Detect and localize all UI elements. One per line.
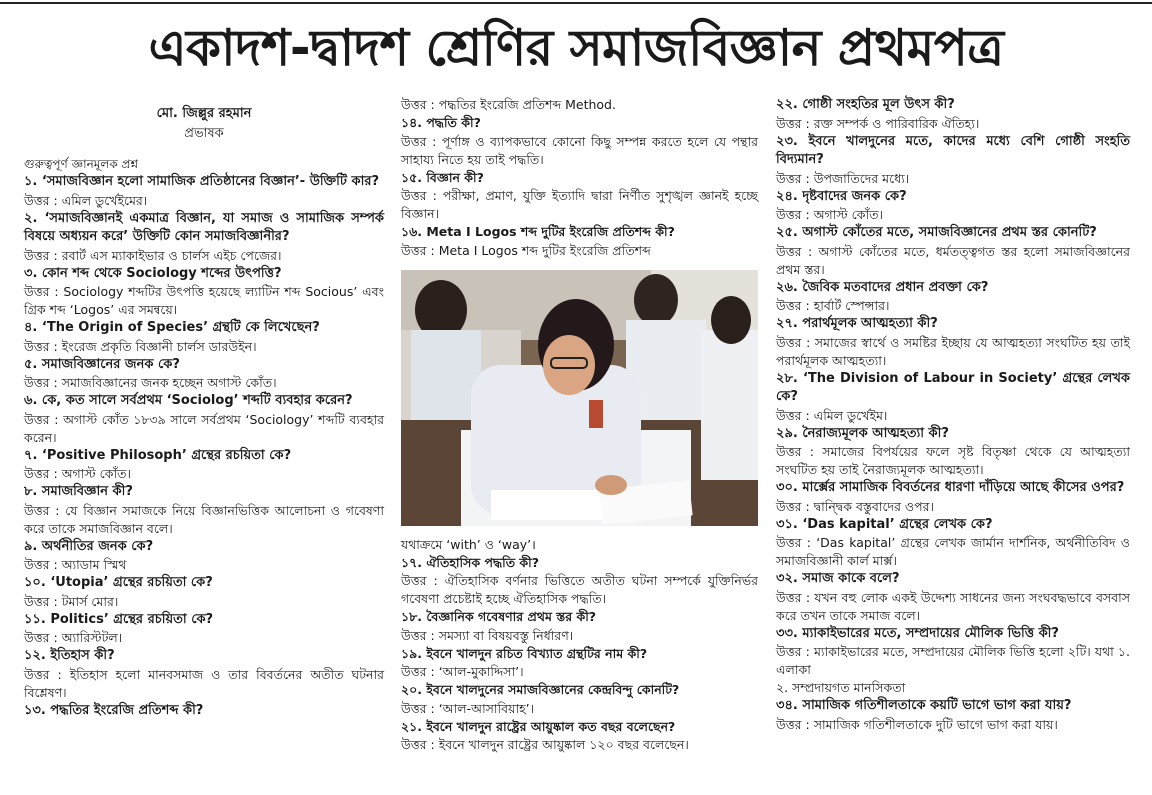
- answer-line: উত্তর : এমিল ডুর্খেইমের।: [24, 192, 148, 208]
- question-line: ১৩. পদ্ধতির ইংরেজি প্রতিশব্দ কী?: [24, 702, 204, 718]
- qa-list-col2-top: [401, 96, 758, 260]
- answer-line: উত্তর : ইবনে খালদুন রাষ্ট্রের আয়ুষ্কাল ১২০ বছর বলেছেন।: [401, 737, 689, 752]
- answer-line: উত্তর : অগাস্ট কোঁত।: [776, 207, 883, 222]
- answer-line: উত্তর : টমার্স মোর।: [24, 593, 119, 609]
- question-line: ২৮. ‘The Division of Labour in Society’ গ্রন্থের লেখক কে?: [776, 370, 1130, 404]
- question-line: ২৩. ইবনে খালদুনের মতে, কাদের মধ্যে বেশি গোষ্ঠী সংহতি বিদ্যমান?: [776, 133, 1130, 167]
- question-line: ১৪. পদ্ধতি কী?: [401, 115, 481, 130]
- answer-line: উত্তর : অগাস্ট কোঁত ১৮৩৯ সালে সর্বপ্রথম ‘Sociology’ শব্দটি ব্যবহার করেন।: [24, 411, 384, 445]
- answer-line: উত্তর : অ্যাডাম স্মিথ: [24, 557, 127, 572]
- answer-line: উত্তর : সমাজের বিপর্যয়ের ফলে সৃষ্ট বিতৃষ্ণা থেকে যে আত্মহত্যা সংঘটিত হয় তাই নৈরাজ্যমূলক আত্মহত্যা।: [776, 444, 1130, 477]
- answer-line: উত্তর : ইংরেজ প্রকৃতি বিজ্ঞানী চার্লস ডারউইন।: [24, 338, 257, 354]
- question-line: ১১. Politics’ গ্রন্থের রচয়িতা কে?: [24, 611, 214, 627]
- question-line: ৩২. সমাজ কাকে বলে?: [776, 571, 900, 586]
- column-3: [776, 96, 1130, 734]
- qa-list-col2-bottom: [401, 536, 758, 755]
- question-line: ২৪. দৃষ্টবাদের জনক কে?: [776, 188, 907, 204]
- answer-line: উত্তর : অগাস্ট কোঁতের মতে, ধর্মতত্ত্বগত স্তর হলো সমাজবিজ্ঞানের প্রথম স্তর।: [776, 243, 1130, 277]
- answer-line: উত্তর : উপজাতিদের মধ্যে।: [776, 170, 910, 186]
- question-line: ১৮. বৈজ্ঞানিক গবেষণার প্রথম স্তর কী?: [401, 609, 597, 624]
- author-designation: প্রভাষক: [184, 126, 224, 141]
- answer-line: উত্তর : Meta I Logos শব্দ দুটির ইংরেজি প্রতিশব্দ: [401, 242, 651, 258]
- question-line: ১০. ‘Utopia’ গ্রন্থের রচয়িতা কে?: [24, 575, 213, 590]
- question-line: ২২. গোষ্ঠী সংহতির মূল উৎস কী?: [776, 97, 955, 112]
- answer-line: ২. সম্প্রদায়গত মানসিকতা: [776, 680, 906, 695]
- author-name: মো. জিল্লুর রহমান: [156, 106, 252, 121]
- question-line: ৭. ‘Positive Philosoph’ গ্রন্থের রচয়িতা কে?: [24, 447, 292, 463]
- answer-line: উত্তর : হার্বার্ট স্পেন্সার।: [776, 298, 890, 313]
- answer-line: উত্তর : রক্ত সম্পর্ক ও পারিবারিক ঐতিহ্য।: [776, 115, 980, 131]
- question-line: ১. ‘সমাজবিজ্ঞান হলো সামাজিক প্রতিষ্ঠানের বিজ্ঞান’- উক্তিটি কার?: [24, 174, 380, 189]
- answer-line: উত্তর : ‘আল-মুকাদ্দিসা’।: [401, 664, 524, 679]
- question-line: ১৭. ঐতিহাসিক পদ্ধতি কী?: [401, 554, 539, 570]
- question-line: ৩. কোন শব্দ থেকে Sociology শব্দের উৎপত্তি?: [24, 265, 282, 281]
- answer-line: উত্তর : অ্যারিস্টটল।: [24, 630, 123, 645]
- answer-line: উত্তর : ম্যাকাইভারের মতে, সম্প্রদায়ের মৌলিক ভিত্তি হলো ২টি। যথা ১. এলাকা: [776, 644, 1130, 677]
- question-line: ৩৪. সামাজিক গতিশীলতাকে কয়টি ভাগে ভাগ করা যায়?: [776, 698, 1072, 713]
- question-line: ১৫. বিজ্ঞান কী?: [401, 169, 484, 185]
- question-line: ১২. ইতিহাস কী?: [24, 648, 115, 663]
- question-line: ২১. ইবনে খালদুন রাষ্ট্রের আয়ুষ্কাল কত বছর বলেছেন?: [401, 718, 676, 734]
- answer-line: উত্তর : ‘Das kapital’ গ্রন্থের লেখক জার্মান দার্শনিক, অর্থনীতিবিদ ও সমাজবিজ্ঞানী কার্ল মার্ক্স।: [776, 535, 1130, 568]
- section-label: গুরুত্বপূর্ণ জ্ঞানমূলক প্রশ্ন: [24, 157, 139, 171]
- answer-line: উত্তর : Sociology শব্দটির উৎপত্তি হয়েছে ল্যাটিন শব্দ Socious’ এবং গ্রিক শব্দ ‘Logos’ এর সমন্বয়ে।: [24, 284, 384, 317]
- answer-line: উত্তর : অগাস্ট কোঁত।: [24, 466, 131, 481]
- answer-line: উত্তর : ‘আল-আসাবিয়াহ’।: [401, 700, 535, 716]
- answer-line: উত্তর : পূর্ণাঙ্গ ও ব্যাপকভাবে কোনো কিছু সম্পন্ন করতে হলে যে পন্থার সাহায্য নিতে হয় তাই পদ্ধতি।: [401, 133, 758, 167]
- question-line: ১৯. ইবনে খালদুন রচিত বিখ্যাত গ্রন্থটির নাম কী?: [401, 645, 648, 661]
- answer-line: উত্তর : সমস্যা বা বিষয়বস্তু নির্ধারণ।: [401, 627, 574, 643]
- question-line: ৩৩. ম্যাকাইভারের মতে, সম্প্রদায়ের মৌলিক ভিত্তি কী?: [776, 625, 1059, 641]
- answer-line: উত্তর : পরীক্ষা, প্রমাণ, যুক্তি ইত্যাদি দ্বারা নির্ণীত সুশৃঙ্খল জ্ঞানই হচ্ছে বিজ্ঞান।: [401, 188, 758, 221]
- question-line: ৮. সমাজবিজ্ঞান কী?: [24, 484, 133, 499]
- question-line: ২০. ইবনে খালদুনের সমাজবিজ্ঞানের কেন্দ্রবিন্দু কোনটি?: [401, 682, 680, 697]
- question-line: ২. ‘সমাজবিজ্ঞানই একমাত্র বিজ্ঞান, যা সমাজ ও সামাজিক সম্পর্ক বিষয়ে অধ্যয়ন করে’ উক্তিটি কোন সমাজবিজ্ঞানীর?: [24, 210, 384, 244]
- question-line: ২৬. জৈবিক মতবাদের প্রধান প্রবক্তা কে?: [776, 279, 989, 295]
- answer-line: উত্তর : সামাজিক গতিশীলতাকে দুটি ভাগে ভাগ করা যায়।: [776, 716, 1058, 732]
- column-1: [24, 96, 384, 720]
- answer-line: উত্তর : পদ্ধতির ইংরেজি প্রতিশব্দ Method.: [401, 97, 616, 112]
- question-line: ২৭. পরার্থমূলক আত্মহত্যা কী?: [776, 316, 938, 331]
- students-writing-exam-image: [401, 270, 758, 526]
- answer-line: উত্তর : দ্বান্দ্বিক বস্তুবাদের ওপর।: [776, 498, 934, 514]
- exam-photo: [401, 270, 758, 526]
- byline: [24, 104, 384, 144]
- answer-line: উত্তর : ইতিহাস হলো মানবসমাজ ও তার বিবর্তনের অতীত ঘটনার বিশ্লেষণ।: [24, 666, 384, 700]
- question-line: ১৬. Meta I Logos শব্দ দুটির ইংরেজি প্রতিশব্দ কী?: [401, 224, 675, 239]
- question-line: ৩১. ‘Das kapital’ গ্রন্থের লেখক কে?: [776, 516, 993, 532]
- qa-list-col3: [776, 96, 1130, 734]
- answer-line: উত্তর : এমিল ডুর্খেইম।: [776, 407, 888, 423]
- answer-line: উত্তর : যখন বহু লোক একই উদ্দেশ্য সাধনের জন্য সংঘবদ্ধভাবে বসবাস করে তখন তাকে সমাজ বলে।: [776, 589, 1130, 623]
- question-line: ২৯. নৈরাজ্যমূলক আত্মহত্যা কী?: [776, 425, 949, 441]
- question-line: ৪. ‘The Origin of Species’ গ্রন্থটি কে লিখেছেন?: [24, 320, 320, 335]
- answer-line: উত্তর : ঐতিহাসিক বর্ণনার ভিত্তিতে অতীত ঘটনা সম্পর্কে যুক্তিনির্ভর গবেষণা প্রচেষ্টাই হচ্ছে ঐতিহাসিক পদ্ধতি।: [401, 573, 758, 606]
- page-title: একাদশ-দ্বাদশ শ্রেণির সমাজবিজ্ঞান প্রথমপত্র: [148, 19, 1004, 77]
- answer-line: উত্তর : সমাজের স্বার্থে ও সমষ্টির ইচ্ছায় যে আত্মহত্যা সংঘটিত হয় তাই পরার্থমূলক আত্মহত্যা।: [776, 334, 1130, 368]
- question-line: ৩০. মার্ক্সের সামাজিক বিবর্তনের ধারণা দাঁড়িয়ে আছে কীসের ওপর?: [776, 480, 1125, 495]
- answer-line: উত্তর : যে বিজ্ঞান সমাজকে নিয়ে বিজ্ঞানভিত্তিক আলোচনা ও গবেষণা করে তাকে সমাজবিজ্ঞান বলে।: [24, 502, 384, 536]
- question-line: ৯. অর্থনীতির জনক কে?: [24, 538, 154, 554]
- top-rule: [0, 2, 1152, 4]
- answer-line: যথাক্রমে ‘with’ ও ‘way’।: [401, 536, 536, 552]
- column-2: [401, 96, 758, 754]
- qa-list-col1: [24, 173, 384, 720]
- question-line: ৫. সমাজবিজ্ঞানের জনক কে?: [24, 356, 180, 372]
- question-line: ২৫. অগাস্ট কোঁতের মতে, সমাজবিজ্ঞানের প্রথম স্তর কোনটি?: [776, 225, 1097, 240]
- answer-line: উত্তর : সমাজবিজ্ঞানের জনক হচ্ছেন অগাস্ট কোঁত।: [24, 375, 277, 390]
- question-line: ৬. কে, কত সালে সর্বপ্রথম ‘Sociolog’ শব্দটি ব্যবহার করেন?: [24, 393, 353, 408]
- answer-line: উত্তর : রবার্ট এস ম্যাকাইভার ও চার্লস এইচ পেজের।: [24, 247, 282, 263]
